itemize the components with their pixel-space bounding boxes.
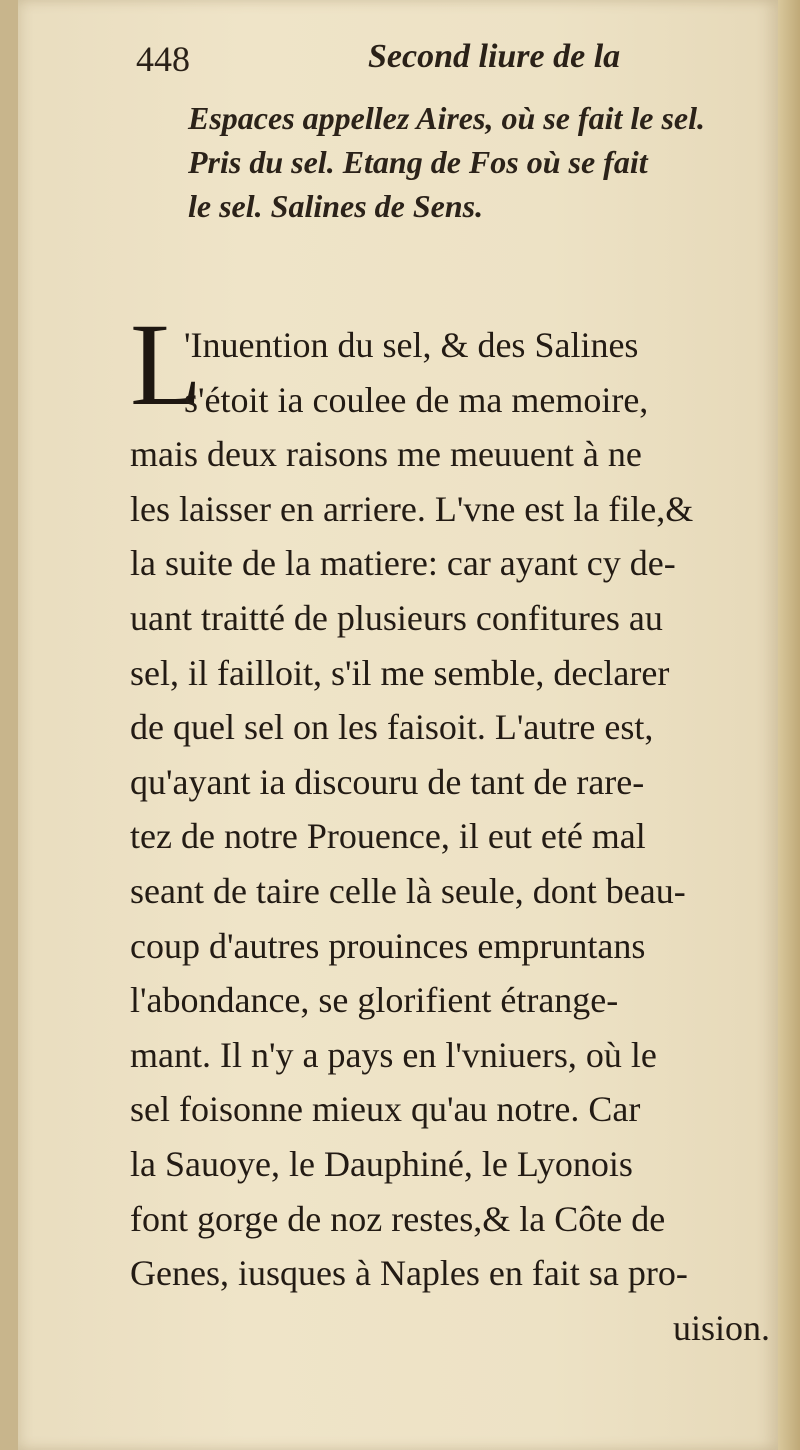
- text-line: seant de taire celle là seule, dont beau-: [130, 870, 686, 911]
- body-text: [130, 318, 770, 1355]
- page-number: 448: [136, 39, 190, 79]
- text-line: l'abondance, se glorifient étrange-: [130, 980, 619, 1021]
- text-line: les laisser en arriere. L'vne est la file,&: [130, 488, 694, 529]
- text-line: coup d'autres prouinces empruntans: [130, 925, 646, 966]
- marginal-note-line: Espaces appellez Aires, où se fait le sel.: [188, 100, 705, 136]
- text-line: la suite de la matiere: car ayant cy de-: [130, 543, 676, 584]
- text-line: uision.: [672, 1307, 770, 1348]
- page-edge: [778, 0, 800, 1450]
- text-line: tez de notre Prouence, il eut eté mal: [130, 816, 646, 857]
- text-line: 'Inuention du sel, & des Salines: [184, 325, 639, 365]
- text-line: mant. Il n'y a pays en l'vniuers, où le: [130, 1034, 657, 1075]
- text-line: la Sauoye, le Dauphiné, le Lyonois: [130, 1143, 633, 1184]
- text-line: uant traitté de plusieurs confitures au: [130, 597, 663, 638]
- text-line: Genes, iusques à Naples en fait sa pro-: [130, 1253, 688, 1294]
- drop-cap: L: [130, 299, 203, 430]
- text-line: font gorge de noz restes,& la Côte de: [130, 1198, 666, 1239]
- text-line: qu'ayant ia discouru de tant de rare-: [130, 761, 645, 802]
- running-title: Second liure de la: [368, 38, 621, 75]
- marginal-note-line: Pris du sel. Etang de Fos où se fait: [188, 144, 648, 180]
- marginal-note-line: le sel. Salines de Sens.: [188, 188, 484, 224]
- marginal-note: [188, 96, 768, 228]
- text-line: s'étoit ia coulee de ma memoire,: [184, 379, 649, 420]
- text-line: sel foisonne mieux qu'au notre. Car: [130, 1089, 641, 1130]
- text-line: mais deux raisons me meuuent à ne: [130, 434, 642, 475]
- running-head: [128, 38, 748, 88]
- text-line: sel, il failloit, s'il me semble, declarer: [130, 652, 670, 693]
- text-line: de quel sel on les faisoit. L'autre est,: [130, 707, 654, 748]
